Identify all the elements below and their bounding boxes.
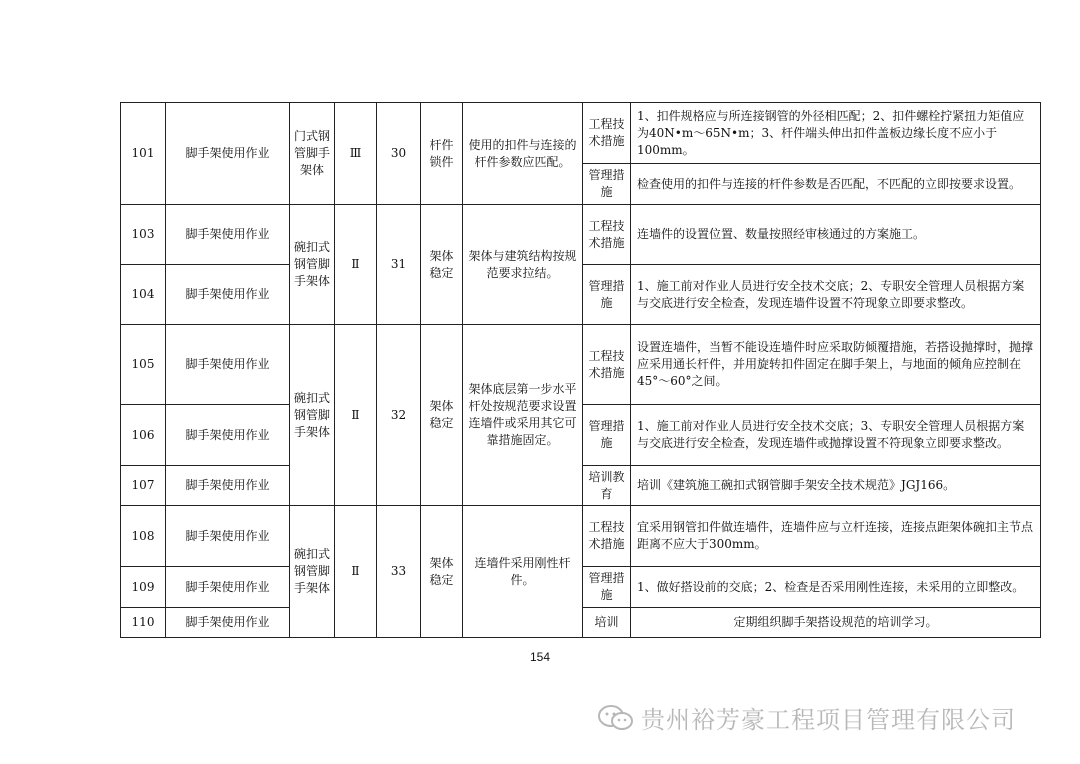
table-row: [121, 205, 1041, 265]
scaffold-type: 门式钢管脚手架体: [290, 103, 335, 205]
risk-level: Ⅲ: [335, 103, 377, 205]
requirement: 连墙件采用刚性杆件。: [463, 506, 583, 638]
work-activity: 脚手架使用作业: [166, 265, 290, 325]
work-activity: 脚手架使用作业: [166, 325, 290, 405]
measure-category: 管理措施: [583, 265, 631, 325]
measure-category: 管理措施: [583, 164, 631, 205]
table-row: [121, 506, 1041, 567]
row-number: 109: [121, 567, 166, 608]
item-code: 33: [377, 506, 421, 638]
row-number: 108: [121, 506, 166, 567]
measure-category: 管理措施: [583, 567, 631, 608]
measure-content: 设置连墙件，当暂不能设连墙件时应采取防倾覆措施，若搭设抛撑时，抛撑应采用通长杆件，并用旋转扣件固定在脚手架上，与地面的倾角应控制在45°～60°之间。: [631, 325, 1041, 405]
work-activity: 脚手架使用作业: [166, 103, 290, 205]
row-number: 106: [121, 405, 166, 466]
work-activity: 脚手架使用作业: [166, 567, 290, 608]
measure-content: 1、施工前对作业人员进行安全技术交底；2、专职安全管理人员根据方案与交底进行安全检查，发现连墙件设置不符现象立即要求整改。: [631, 265, 1041, 325]
measure-content: 培训《建筑施工碗扣式钢管脚手架安全技术规范》JGJ166。: [631, 466, 1041, 506]
measure-content: 1、扣件规格应与所连接钢管的外径相匹配；2、扣件螺栓拧紧扭力矩值应为40N•m～65N•m；3、杆件端头伸出扣件盖板边缘长度不应小于100mm。: [631, 103, 1041, 164]
hazard-item: 杆件锁件: [421, 103, 463, 205]
watermark: [597, 700, 1016, 735]
work-activity: 脚手架使用作业: [166, 205, 290, 265]
requirement: 架体底层第一步水平杆处按规范要求设置连墙件或采用其它可靠措施固定。: [463, 325, 583, 506]
measure-category: 工程技术措施: [583, 506, 631, 567]
table-row: [121, 325, 1041, 405]
measure-content: 宜采用钢管扣件做连墙件，连墙件应与立杆连接，连接点距架体碗扣主节点距离不应大于300mm。: [631, 506, 1041, 567]
item-code: 32: [377, 325, 421, 506]
row-number: 107: [121, 466, 166, 506]
measure-content: 定期组织脚手架搭设规范的培训学习。: [631, 608, 1041, 638]
measure-category: 工程技术措施: [583, 325, 631, 405]
measure-category: 管理措施: [583, 405, 631, 466]
measure-content: 检查使用的扣件与连接的杆件参数是否匹配，不匹配的立即按要求设置。: [631, 164, 1041, 205]
watermark-text: 贵州裕芳豪工程项目管理有限公司: [641, 706, 1016, 734]
measure-content: 1、做好搭设前的交底；2、检查是否采用刚性连接，未采用的立即整改。: [631, 567, 1041, 608]
requirement: 使用的扣件与连接的杆件参数应匹配。: [463, 103, 583, 205]
hazard-item: 架体稳定: [421, 205, 463, 325]
risk-level: Ⅱ: [335, 205, 377, 325]
measure-category: 培训: [583, 608, 631, 638]
scaffold-type: 碗扣式钢管脚手架体: [290, 205, 335, 325]
risk-level: Ⅱ: [335, 506, 377, 638]
work-activity: 脚手架使用作业: [166, 466, 290, 506]
hazard-item: 架体稳定: [421, 506, 463, 638]
hazard-control-table: [120, 102, 1041, 638]
scaffold-type: 碗扣式钢管脚手架体: [290, 325, 335, 506]
row-number: 104: [121, 265, 166, 325]
item-code: 30: [377, 103, 421, 205]
page-number: 154: [529, 650, 551, 664]
work-activity: 脚手架使用作业: [166, 405, 290, 466]
row-number: 103: [121, 205, 166, 265]
risk-level: Ⅱ: [335, 325, 377, 506]
requirement: 架体与建筑结构按规范要求拉结。: [463, 205, 583, 325]
work-activity: 脚手架使用作业: [166, 608, 290, 638]
item-code: 31: [377, 205, 421, 325]
table-row: [121, 103, 1041, 164]
measure-category: 工程技术措施: [583, 103, 631, 164]
measure-content: 1、施工前对作业人员进行安全技术交底；3、专职安全管理人员根据方案与交底进行安全检查，发现连墙件或抛撑设置不符现象立即要求整改。: [631, 405, 1041, 466]
wechat-icon: [597, 704, 635, 732]
measure-category: 工程技术措施: [583, 205, 631, 265]
measure-category: 培训教育: [583, 466, 631, 506]
hazard-item: 架体稳定: [421, 325, 463, 506]
measure-content: 连墙件的设置位置、数量按照经审核通过的方案施工。: [631, 205, 1041, 265]
work-activity: 脚手架使用作业: [166, 506, 290, 567]
row-number: 101: [121, 103, 166, 205]
scaffold-type: 碗扣式钢管脚手架体: [290, 506, 335, 638]
row-number: 105: [121, 325, 166, 405]
row-number: 110: [121, 608, 166, 638]
